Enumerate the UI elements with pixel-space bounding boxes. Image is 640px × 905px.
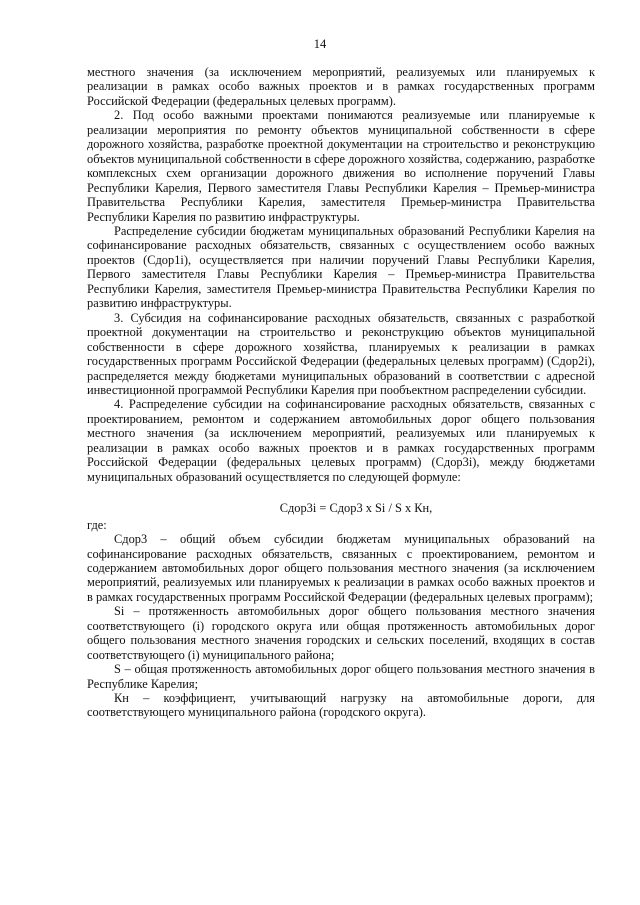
formula: Сдор3i = Сдор3 x Si / S x Кн, xyxy=(279,501,433,516)
paragraph-distribution: Распределение субсидии бюджетам муниципальных образований Республики Карелия на софинансирование расходных обязательств, связанных с осуществлением особо важных проектов (Сдор1i), осуществляется при наличии поручений Главы Республики Карелия, Первого заместителя Главы Республики Карелия – Премьер-министра Правительства Республики Карелия, заместителя Премьер-министра Правительства Республики Карелия по развитию инфраструктуры. xyxy=(87,223,595,311)
definition-s: S – общая протяженность автомобильных дорог общего пользования местного значения в Республике Карелия; xyxy=(87,662,595,691)
paragraph-item-2: 2. Под особо важными проектами понимаются реализуемые или планируемые к реализации мероприятия по ремонту объектов муниципальной собственности в сфере дорожного хозяйства, разработке проектной документации на строительство и реконструкцию объектов муниципальной собственности в сфере дорожного хозяйства, содержанию, разработке комплексных схем организации дорожного движения во исполнение поручений Главы Республики Карелия, Первого заместителя Главы Республики Карелия – Премьер-министра Правительства Республики Карелия, заместителя Премьер-министра Правительства Республики Карелия по развитию инфраструктуры. xyxy=(87,108,595,224)
document-body xyxy=(87,65,595,720)
paragraph-continuation: местного значения (за исключением мероприятий, реализуемых или планируемых к реализации в рамках особо важных проектов и в рамках государственных программ Российской Федерации (федеральных целевых программ). xyxy=(87,65,595,108)
paragraph-item-3: 3. Субсидия на софинансирование расходных обязательств, связанных с разработкой проектной документации на строительство и реконструкцию объектов муниципальной собственности в сфере дорожного хозяйства, планируемых к реализации в рамках государственных программ Российской Федерации (федеральных целевых программ) (Сдор2i), распределяется между бюджетами муниципальных образований в соответствии с адресной инвестиционной программой Республики Карелия при пообъектном распределении субсидии. xyxy=(87,310,595,397)
where-label: где: xyxy=(87,517,107,532)
definition-sdor3: Сдор3 – общий объем субсидии бюджетам муниципальных образований на софинансирование расходных обязательств, связанных с проектированием, ремонтом и содержанием автомобильных дорог общего пользования местного значения (за исключением мероприятий, реализуемых или планируемых к реализации в рамках особо важных проектов и в рамках государственных программ Российской Федерации (федеральных целевых программ); xyxy=(87,532,595,604)
definition-si: Si – протяженность автомобильных дорог общего пользования местного значения соответствующего (i) городского округа или общая протяженность автомобильных дорог общего пользования местного значения городских и сельских поселений, входящих в состав соответствующего (i) муниципального района; xyxy=(87,604,595,662)
paragraph-item-4: 4. Распределение субсидии на софинансирование расходных обязательств, связанных с проектированием, ремонтом и содержанием автомобильных дорог общего пользования местного значения (за исключением мероприятий, реализуемых или планируемых к реализации в рамках особо важных проектов и в рамках государственных программ Российской Федерации (федеральных целевых программ) (Сдор3i), между бюджетами муниципальных образований осуществляется по следующей формуле: xyxy=(87,397,595,484)
definition-kn: Кн – коэффициент, учитывающий нагрузку на автомобильные дороги, для соответствующего муниципального района (городского округа). xyxy=(87,691,595,720)
page-number: 14 xyxy=(313,37,327,51)
